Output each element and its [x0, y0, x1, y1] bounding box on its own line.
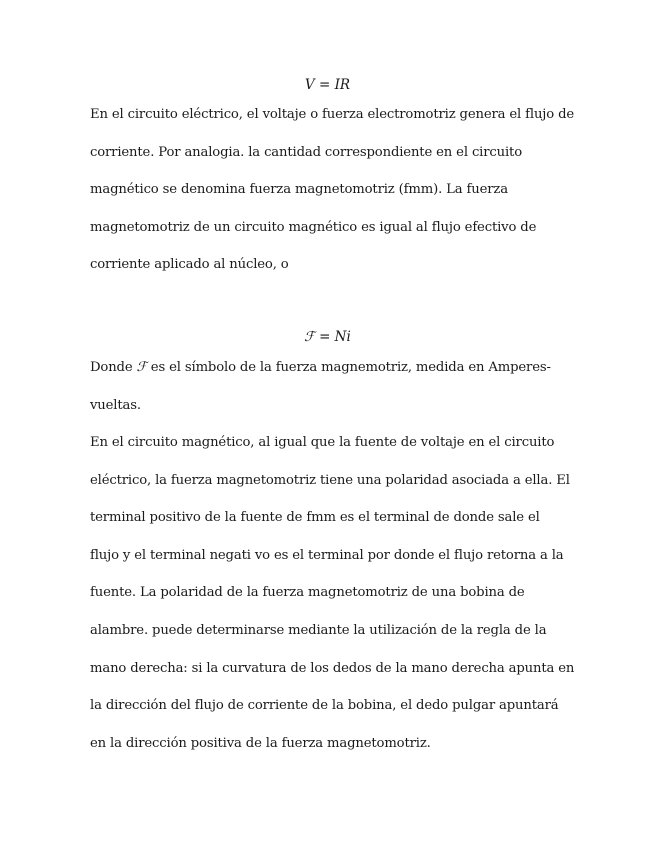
text-line: En el circuito eléctrico, el voltaje o fuerza electromotriz genera el flujo de [90, 107, 575, 122]
text-line: magnético se denomina fuerza magnetomotriz (fmm). La fuerza [90, 182, 508, 198]
text-line: corriente aplicado al núcleo, o [90, 257, 289, 273]
paragraph-fmm-symbol [90, 349, 570, 424]
text-line: magnetomotriz de un circuito magnético es igual al flujo efectivo de [90, 219, 537, 235]
text-prefix: Donde [90, 360, 137, 375]
text-line [90, 349, 570, 387]
equation-fmm: ℱ = Ni [304, 329, 351, 345]
text-line: terminal positivo de la fuente de fmm es el terminal de donde sale el [90, 510, 540, 526]
text-line: mano derecha: si la curvatura de los dedos de la mano derecha apunta en [90, 660, 575, 676]
text-line: vueltas. [90, 397, 141, 413]
text-line: alambre. puede determinarse mediante la utilización de la regla de la [90, 622, 547, 638]
text-line: en la dirección positiva de la fuerza magnetomotriz. [90, 735, 431, 751]
paragraph-fmm-definition [90, 96, 575, 284]
text-line: En el circuito magnético, al igual que la fuente de voltaje en el circuito [90, 435, 555, 450]
text-line: corriente. Por analogia. la cantidad correspondiente en el circuito [90, 144, 522, 160]
paragraph-polarity [90, 424, 575, 762]
fmm-symbol: ℱ [136, 360, 147, 375]
text-line: flujo y el terminal negati vo es el terminal por donde el flujo retorna a la [90, 547, 564, 563]
text-rest: es el símbolo de la fuerza magnemotriz, medida en Amperes- [146, 360, 551, 375]
text-line: la dirección del flujo de corriente de la bobina, el dedo pulgar apuntará [90, 698, 559, 714]
text-line: fuente. La polaridad de la fuerza magnetomotriz de una bobina de [90, 585, 525, 601]
text-line: eléctrico, la fuerza magnetomotriz tiene una polaridad asociada a ella. El [90, 472, 570, 488]
equation-ohms-law: V = IR [304, 77, 351, 93]
